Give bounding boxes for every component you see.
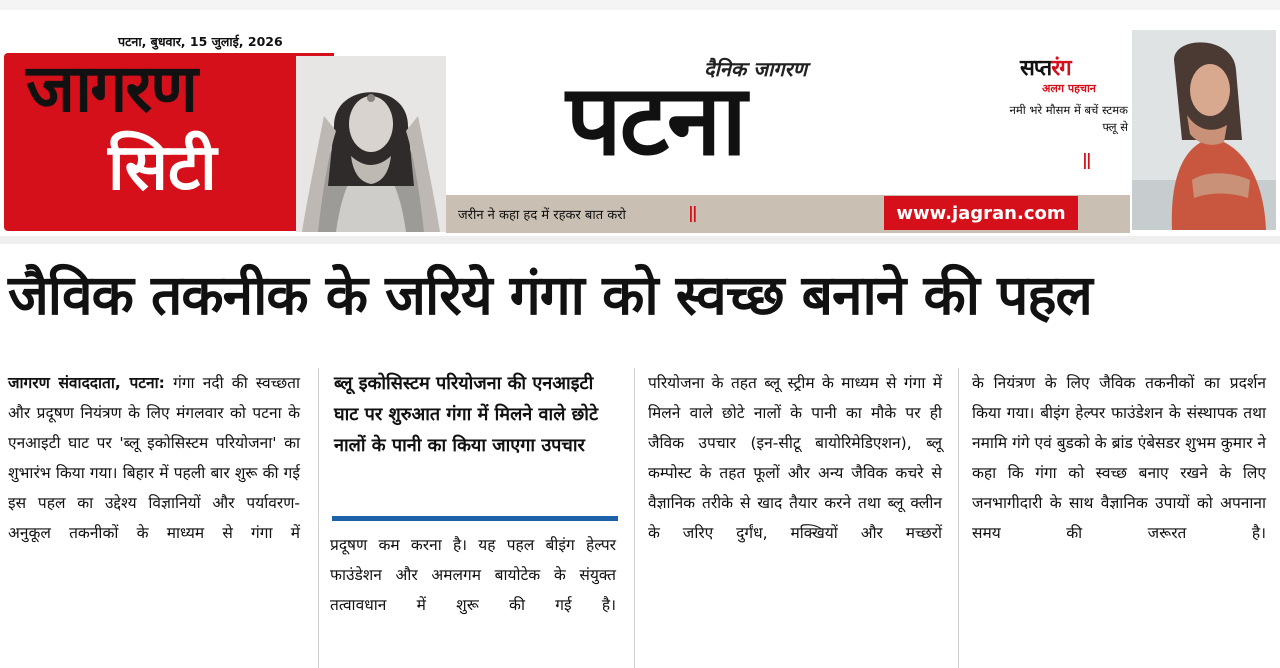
city-title: पटना bbox=[566, 64, 745, 178]
article-column-3 bbox=[648, 368, 942, 548]
subheading-underline bbox=[332, 516, 618, 521]
supplement-logo-suffix: रंग bbox=[1051, 56, 1071, 81]
article-column-1 bbox=[8, 368, 300, 548]
column-2-text: प्रदूषण कम करना है। यह पहल बीइंग हेल्पर फाउंडेशन और अमलगम बायोटेक के संयुक्त तत्वावधान में शुरू की गई है। bbox=[330, 536, 616, 614]
column-rule bbox=[318, 368, 319, 668]
supplement-pause-mark: || bbox=[1082, 150, 1090, 169]
top-strip bbox=[0, 0, 1280, 10]
brand-title-bottom: सिटी bbox=[108, 131, 217, 205]
column-3-text: परियोजना के तहत ब्लू स्ट्रीम के माध्यम से गंगा में मिलने वाले छोटे नालों के पानी का मौके पर ही जैविक उपचार (इन-सीटू बायोरिमेडिएशन), ब्लू कम्पोस्ट के तहत फूलों और अन्य जैविक कचरे से वैज्ञानिक तरीके से खाद तैयार करने तथा ब्लू क्लीन के जरिए दुर्गंध, मक्खियों और मच्छरों bbox=[648, 374, 942, 542]
article-headline[interactable]: जैविक तकनीक के जरिये गंगा को स्वच्छ बनाने की पहल bbox=[8, 263, 1092, 327]
supplement-logo bbox=[1020, 52, 1071, 82]
website-link[interactable]: www.jagran.com bbox=[884, 196, 1078, 230]
section-divider bbox=[0, 236, 1280, 244]
column-rule bbox=[958, 368, 959, 668]
supplement-logo-prefix: सप्त bbox=[1020, 56, 1052, 81]
column-rule bbox=[634, 368, 635, 668]
date-line: पटना, बुधवार, 15 जुलाई, 2026 bbox=[118, 34, 283, 49]
byline: जागरण संवाददाता, पटना: bbox=[8, 374, 165, 392]
column-4-text: के नियंत्रण के लिए जैविक तकनीकों का प्रदर्शन किया गया। बीइंग हेल्पर फाउंडेशन के संस्थापक तथा नमामि गंगे एवं बुडको के ब्रांड एंबेसडर शुभम कुमार ने कहा कि गंगा को स्वच्छ बनाए रखने के लिए जनभागीदारी के साथ वैज्ञानिक उपायों को अपनाना समय की जरूरत है। bbox=[972, 374, 1266, 542]
article-column-2 bbox=[330, 530, 616, 620]
column-1-text: गंगा नदी की स्वच्छता और प्रदूषण नियंत्रण के लिए मंगलवार को पटना के एनआइटी घाट पर 'ब्लू इकोसिस्टम परियोजना' का शुभारंभ किया गया। बिहार में पहली बार शुरू की गई इस पहल का उद्देश्य विज्ञानियों और पर्यावरण-अनुकूल तकनीकों के माध्यम से गंगा में bbox=[8, 374, 300, 542]
supplement-photo bbox=[1132, 30, 1276, 230]
article-subheading: ब्लू इकोसिस्टम परियोजना की एनआइटी घाट पर शुरुआत गंगा में मिलने वाले छोटे नालों के पानी का किया जाएगा उपचार bbox=[334, 373, 599, 456]
paper-name: दैनिक जागरण bbox=[704, 57, 808, 81]
supplement-tagline: अलग पहचान bbox=[1042, 82, 1096, 95]
supplement-promo-text[interactable]: नमी भरे मौसम में बचें स्टमक फ्लू से bbox=[1009, 103, 1128, 134]
masthead-photo bbox=[296, 56, 446, 232]
article-column-4 bbox=[972, 368, 1266, 548]
teaser-text[interactable]: जरीन ने कहा हद में रहकर बात करो bbox=[458, 208, 626, 223]
brand-title-top: जागरण bbox=[26, 50, 196, 127]
teaser-pause-mark: || bbox=[688, 203, 696, 222]
